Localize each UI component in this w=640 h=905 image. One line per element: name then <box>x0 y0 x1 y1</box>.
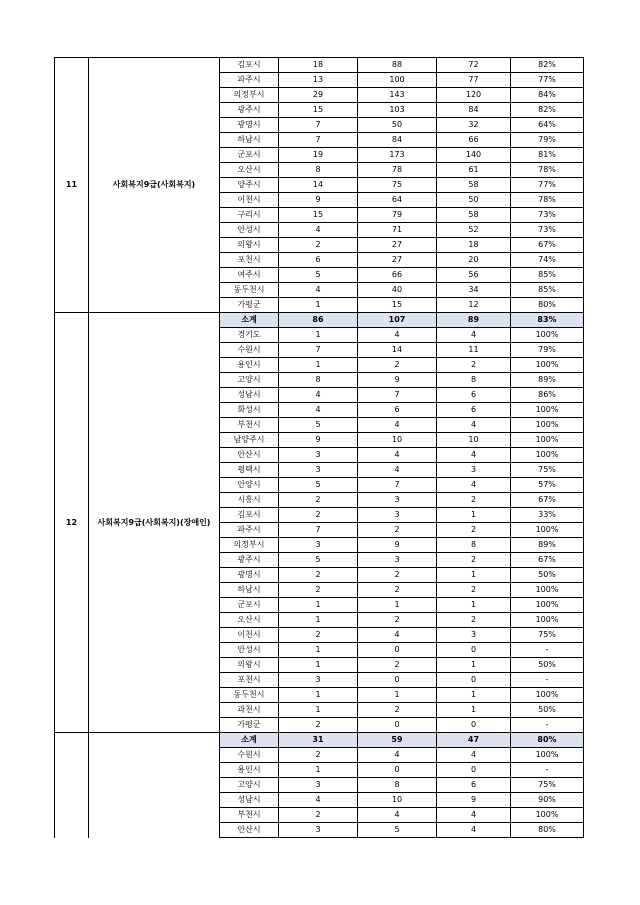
rate-cell: 100% <box>511 403 584 418</box>
region-cell: 안양시 <box>220 478 279 493</box>
region-cell: 파주시 <box>220 73 279 88</box>
rate-cell: - <box>511 643 584 658</box>
col3-cell: 4 <box>437 808 511 823</box>
col2-cell: 10 <box>358 433 437 448</box>
col2-cell: 27 <box>358 253 437 268</box>
rate-cell: 77% <box>511 73 584 88</box>
region-cell: 평택시 <box>220 463 279 478</box>
col2-cell: 66 <box>358 268 437 283</box>
col3-cell: 2 <box>437 613 511 628</box>
region-cell: 광명시 <box>220 118 279 133</box>
region-cell: 군포시 <box>220 148 279 163</box>
col3-cell: 2 <box>437 523 511 538</box>
col1-cell: 1 <box>279 703 358 718</box>
col1-cell: 7 <box>279 343 358 358</box>
rate-cell: 67% <box>511 238 584 253</box>
group-title: 사회복지9급(사회복지)(장애인) <box>89 313 220 733</box>
col1-cell: 4 <box>279 223 358 238</box>
col3-cell: 18 <box>437 238 511 253</box>
col2-cell: 2 <box>358 613 437 628</box>
rate-cell: 89% <box>511 538 584 553</box>
region-cell: 시흥시 <box>220 493 279 508</box>
rate-cell: 100% <box>511 433 584 448</box>
col3-cell: 4 <box>437 418 511 433</box>
col3-cell: 58 <box>437 178 511 193</box>
rate-cell: 100% <box>511 748 584 763</box>
col2-cell: 7 <box>358 388 437 403</box>
region-cell: 이천시 <box>220 628 279 643</box>
col1-cell: 3 <box>279 778 358 793</box>
col1-cell: 2 <box>279 568 358 583</box>
col1-cell: 1 <box>279 598 358 613</box>
region-cell: 의정부시 <box>220 88 279 103</box>
rate-cell: - <box>511 718 584 733</box>
col1-cell: 5 <box>279 268 358 283</box>
col3-cell: 0 <box>437 718 511 733</box>
region-cell: 안성시 <box>220 223 279 238</box>
col1-cell: 1 <box>279 763 358 778</box>
col3-cell: 84 <box>437 103 511 118</box>
region-cell: 가평군 <box>220 718 279 733</box>
col3-cell: 1 <box>437 703 511 718</box>
rate-cell: 75% <box>511 778 584 793</box>
rate-cell: 79% <box>511 343 584 358</box>
rate-cell: 83% <box>511 313 584 328</box>
rate-cell: 100% <box>511 808 584 823</box>
col2-cell: 4 <box>358 328 437 343</box>
rate-cell: 85% <box>511 268 584 283</box>
rate-cell: 82% <box>511 103 584 118</box>
col1-cell: 4 <box>279 388 358 403</box>
group-number <box>55 733 89 838</box>
col2-cell: 0 <box>358 643 437 658</box>
col3-cell: 77 <box>437 73 511 88</box>
col2-cell: 9 <box>358 538 437 553</box>
col1-cell: 7 <box>279 118 358 133</box>
region-cell: 포천시 <box>220 673 279 688</box>
rate-cell: 82% <box>511 58 584 73</box>
col3-cell: 4 <box>437 748 511 763</box>
col1-cell: 2 <box>279 583 358 598</box>
col3-cell: 4 <box>437 448 511 463</box>
col3-cell: 72 <box>437 58 511 73</box>
group-number: 12 <box>55 313 89 733</box>
group-title <box>89 733 220 838</box>
region-cell: 고양시 <box>220 373 279 388</box>
subtotal-row <box>55 313 584 328</box>
rate-cell: 67% <box>511 493 584 508</box>
col1-cell: 19 <box>279 148 358 163</box>
col2-cell: 2 <box>358 583 437 598</box>
col2-cell: 84 <box>358 133 437 148</box>
rate-cell: 81% <box>511 148 584 163</box>
rate-cell: 80% <box>511 823 584 838</box>
region-cell: 광명시 <box>220 568 279 583</box>
col3-cell: 58 <box>437 208 511 223</box>
col3-cell: 56 <box>437 268 511 283</box>
rate-cell: 77% <box>511 178 584 193</box>
col3-cell: 1 <box>437 688 511 703</box>
col2-cell: 2 <box>358 658 437 673</box>
region-cell: 과천시 <box>220 703 279 718</box>
col1-cell: 2 <box>279 493 358 508</box>
col3-cell: 3 <box>437 463 511 478</box>
col1-cell: 29 <box>279 88 358 103</box>
col2-cell: 1 <box>358 688 437 703</box>
region-cell: 오산시 <box>220 613 279 628</box>
col3-cell: 66 <box>437 133 511 148</box>
col3-cell: 2 <box>437 358 511 373</box>
rate-cell: 89% <box>511 373 584 388</box>
rate-cell: 78% <box>511 193 584 208</box>
col3-cell: 8 <box>437 538 511 553</box>
col2-cell: 27 <box>358 238 437 253</box>
col1-cell: 1 <box>279 688 358 703</box>
col1-cell: 18 <box>279 58 358 73</box>
col3-cell: 34 <box>437 283 511 298</box>
col3-cell: 6 <box>437 403 511 418</box>
col2-cell: 143 <box>358 88 437 103</box>
col2-cell: 4 <box>358 418 437 433</box>
rate-cell: 80% <box>511 298 584 313</box>
col2-cell: 3 <box>358 508 437 523</box>
col1-cell: 9 <box>279 433 358 448</box>
col3-cell: 89 <box>437 313 511 328</box>
table-body <box>55 58 584 838</box>
rate-cell: 79% <box>511 133 584 148</box>
col3-cell: 1 <box>437 598 511 613</box>
rate-cell: 75% <box>511 463 584 478</box>
col3-cell: 6 <box>437 388 511 403</box>
col3-cell: 52 <box>437 223 511 238</box>
group-title: 사회복지9급(사회복지) <box>89 58 220 313</box>
col1-cell: 1 <box>279 658 358 673</box>
region-cell: 부천시 <box>220 808 279 823</box>
region-cell: 용인시 <box>220 358 279 373</box>
rate-cell: 90% <box>511 793 584 808</box>
col1-cell: 31 <box>279 733 358 748</box>
col3-cell: 2 <box>437 583 511 598</box>
col2-cell: 6 <box>358 403 437 418</box>
col1-cell: 2 <box>279 808 358 823</box>
col2-cell: 100 <box>358 73 437 88</box>
col2-cell: 4 <box>358 463 437 478</box>
col2-cell: 59 <box>358 733 437 748</box>
region-cell: 구리시 <box>220 208 279 223</box>
rate-cell: - <box>511 763 584 778</box>
region-cell: 이천시 <box>220 193 279 208</box>
col1-cell: 8 <box>279 163 358 178</box>
col1-cell: 15 <box>279 103 358 118</box>
region-cell: 부천시 <box>220 418 279 433</box>
col1-cell: 3 <box>279 823 358 838</box>
region-cell: 가평군 <box>220 298 279 313</box>
col3-cell: 2 <box>437 553 511 568</box>
rate-cell: 50% <box>511 568 584 583</box>
col2-cell: 2 <box>358 358 437 373</box>
col1-cell: 3 <box>279 448 358 463</box>
col1-cell: 4 <box>279 403 358 418</box>
region-cell: 수원시 <box>220 748 279 763</box>
region-cell: 의정부시 <box>220 538 279 553</box>
region-cell: 여주시 <box>220 268 279 283</box>
col2-cell: 173 <box>358 148 437 163</box>
rate-cell: 80% <box>511 733 584 748</box>
region-cell: 하남시 <box>220 583 279 598</box>
col2-cell: 8 <box>358 778 437 793</box>
rate-cell: - <box>511 673 584 688</box>
col3-cell: 0 <box>437 673 511 688</box>
col2-cell: 103 <box>358 103 437 118</box>
col1-cell: 86 <box>279 313 358 328</box>
region-cell: 동두천시 <box>220 688 279 703</box>
col3-cell: 10 <box>437 433 511 448</box>
col1-cell: 1 <box>279 358 358 373</box>
col1-cell: 1 <box>279 328 358 343</box>
col1-cell: 4 <box>279 793 358 808</box>
rate-cell: 100% <box>511 418 584 433</box>
region-cell: 화성시 <box>220 403 279 418</box>
rate-cell: 74% <box>511 253 584 268</box>
rate-cell: 100% <box>511 598 584 613</box>
region-cell: 소계 <box>220 313 279 328</box>
region-cell: 성남시 <box>220 793 279 808</box>
subtotal-row <box>55 733 584 748</box>
region-cell: 광주시 <box>220 553 279 568</box>
col2-cell: 0 <box>358 718 437 733</box>
col2-cell: 0 <box>358 763 437 778</box>
col2-cell: 15 <box>358 298 437 313</box>
col3-cell: 1 <box>437 658 511 673</box>
rate-cell: 67% <box>511 553 584 568</box>
col1-cell: 15 <box>279 208 358 223</box>
col3-cell: 120 <box>437 88 511 103</box>
col1-cell: 7 <box>279 523 358 538</box>
region-cell: 오산시 <box>220 163 279 178</box>
col2-cell: 4 <box>358 748 437 763</box>
col3-cell: 3 <box>437 628 511 643</box>
col2-cell: 79 <box>358 208 437 223</box>
rate-cell: 100% <box>511 688 584 703</box>
region-cell: 동두천시 <box>220 283 279 298</box>
col1-cell: 4 <box>279 283 358 298</box>
col3-cell: 12 <box>437 298 511 313</box>
rate-cell: 100% <box>511 358 584 373</box>
col2-cell: 3 <box>358 493 437 508</box>
region-cell: 안산시 <box>220 823 279 838</box>
region-cell: 군포시 <box>220 598 279 613</box>
rate-cell: 100% <box>511 613 584 628</box>
rate-cell: 73% <box>511 223 584 238</box>
col1-cell: 2 <box>279 628 358 643</box>
recruitment-table <box>54 57 584 838</box>
region-cell: 김포시 <box>220 58 279 73</box>
col1-cell: 3 <box>279 463 358 478</box>
rate-cell: 84% <box>511 88 584 103</box>
col2-cell: 50 <box>358 118 437 133</box>
col2-cell: 4 <box>358 808 437 823</box>
rate-cell: 50% <box>511 703 584 718</box>
col1-cell: 2 <box>279 748 358 763</box>
col1-cell: 2 <box>279 508 358 523</box>
col3-cell: 4 <box>437 823 511 838</box>
col2-cell: 75 <box>358 178 437 193</box>
col1-cell: 6 <box>279 253 358 268</box>
col1-cell: 9 <box>279 193 358 208</box>
rate-cell: 100% <box>511 328 584 343</box>
col3-cell: 61 <box>437 163 511 178</box>
col1-cell: 1 <box>279 643 358 658</box>
col3-cell: 2 <box>437 493 511 508</box>
col1-cell: 3 <box>279 538 358 553</box>
col1-cell: 5 <box>279 553 358 568</box>
rate-cell: 33% <box>511 508 584 523</box>
region-cell: 파주시 <box>220 523 279 538</box>
col2-cell: 5 <box>358 823 437 838</box>
region-cell: 하남시 <box>220 133 279 148</box>
rate-cell: 100% <box>511 523 584 538</box>
rate-cell: 100% <box>511 583 584 598</box>
rate-cell: 50% <box>511 658 584 673</box>
col2-cell: 4 <box>358 628 437 643</box>
region-cell: 안성시 <box>220 643 279 658</box>
col2-cell: 2 <box>358 568 437 583</box>
col2-cell: 10 <box>358 793 437 808</box>
col1-cell: 8 <box>279 373 358 388</box>
col1-cell: 7 <box>279 133 358 148</box>
rate-cell: 57% <box>511 478 584 493</box>
col3-cell: 9 <box>437 793 511 808</box>
col3-cell: 140 <box>437 148 511 163</box>
col1-cell: 3 <box>279 673 358 688</box>
col3-cell: 20 <box>437 253 511 268</box>
col3-cell: 0 <box>437 643 511 658</box>
region-cell: 광주시 <box>220 103 279 118</box>
region-cell: 고양시 <box>220 778 279 793</box>
rate-cell: 75% <box>511 628 584 643</box>
col2-cell: 107 <box>358 313 437 328</box>
col2-cell: 71 <box>358 223 437 238</box>
col1-cell: 13 <box>279 73 358 88</box>
col3-cell: 1 <box>437 568 511 583</box>
col3-cell: 47 <box>437 733 511 748</box>
col1-cell: 5 <box>279 478 358 493</box>
col3-cell: 6 <box>437 778 511 793</box>
region-cell: 김포시 <box>220 508 279 523</box>
rate-cell: 100% <box>511 448 584 463</box>
table-row <box>55 58 584 73</box>
col3-cell: 32 <box>437 118 511 133</box>
col3-cell: 50 <box>437 193 511 208</box>
region-cell: 소계 <box>220 733 279 748</box>
region-cell: 수원시 <box>220 343 279 358</box>
col2-cell: 3 <box>358 553 437 568</box>
col1-cell: 1 <box>279 613 358 628</box>
col2-cell: 2 <box>358 703 437 718</box>
col2-cell: 9 <box>358 373 437 388</box>
col2-cell: 78 <box>358 163 437 178</box>
col2-cell: 88 <box>358 58 437 73</box>
col1-cell: 1 <box>279 298 358 313</box>
rate-cell: 78% <box>511 163 584 178</box>
col2-cell: 64 <box>358 193 437 208</box>
region-cell: 의왕시 <box>220 238 279 253</box>
col2-cell: 2 <box>358 523 437 538</box>
col1-cell: 5 <box>279 418 358 433</box>
rate-cell: 64% <box>511 118 584 133</box>
col2-cell: 7 <box>358 478 437 493</box>
region-cell: 의왕시 <box>220 658 279 673</box>
col2-cell: 40 <box>358 283 437 298</box>
region-cell: 경기도 <box>220 328 279 343</box>
rate-cell: 73% <box>511 208 584 223</box>
region-cell: 안산시 <box>220 448 279 463</box>
rate-cell: 85% <box>511 283 584 298</box>
col2-cell: 0 <box>358 673 437 688</box>
group-number: 11 <box>55 58 89 313</box>
col1-cell: 14 <box>279 178 358 193</box>
region-cell: 용인시 <box>220 763 279 778</box>
col2-cell: 4 <box>358 448 437 463</box>
region-cell: 남양주시 <box>220 433 279 448</box>
rate-cell: 86% <box>511 388 584 403</box>
col3-cell: 0 <box>437 763 511 778</box>
region-cell: 양주시 <box>220 178 279 193</box>
region-cell: 포천시 <box>220 253 279 268</box>
region-cell: 성남시 <box>220 388 279 403</box>
col1-cell: 2 <box>279 718 358 733</box>
col3-cell: 11 <box>437 343 511 358</box>
col3-cell: 4 <box>437 328 511 343</box>
col1-cell: 2 <box>279 238 358 253</box>
col2-cell: 14 <box>358 343 437 358</box>
col3-cell: 4 <box>437 478 511 493</box>
col2-cell: 1 <box>358 598 437 613</box>
col3-cell: 8 <box>437 373 511 388</box>
col3-cell: 1 <box>437 508 511 523</box>
